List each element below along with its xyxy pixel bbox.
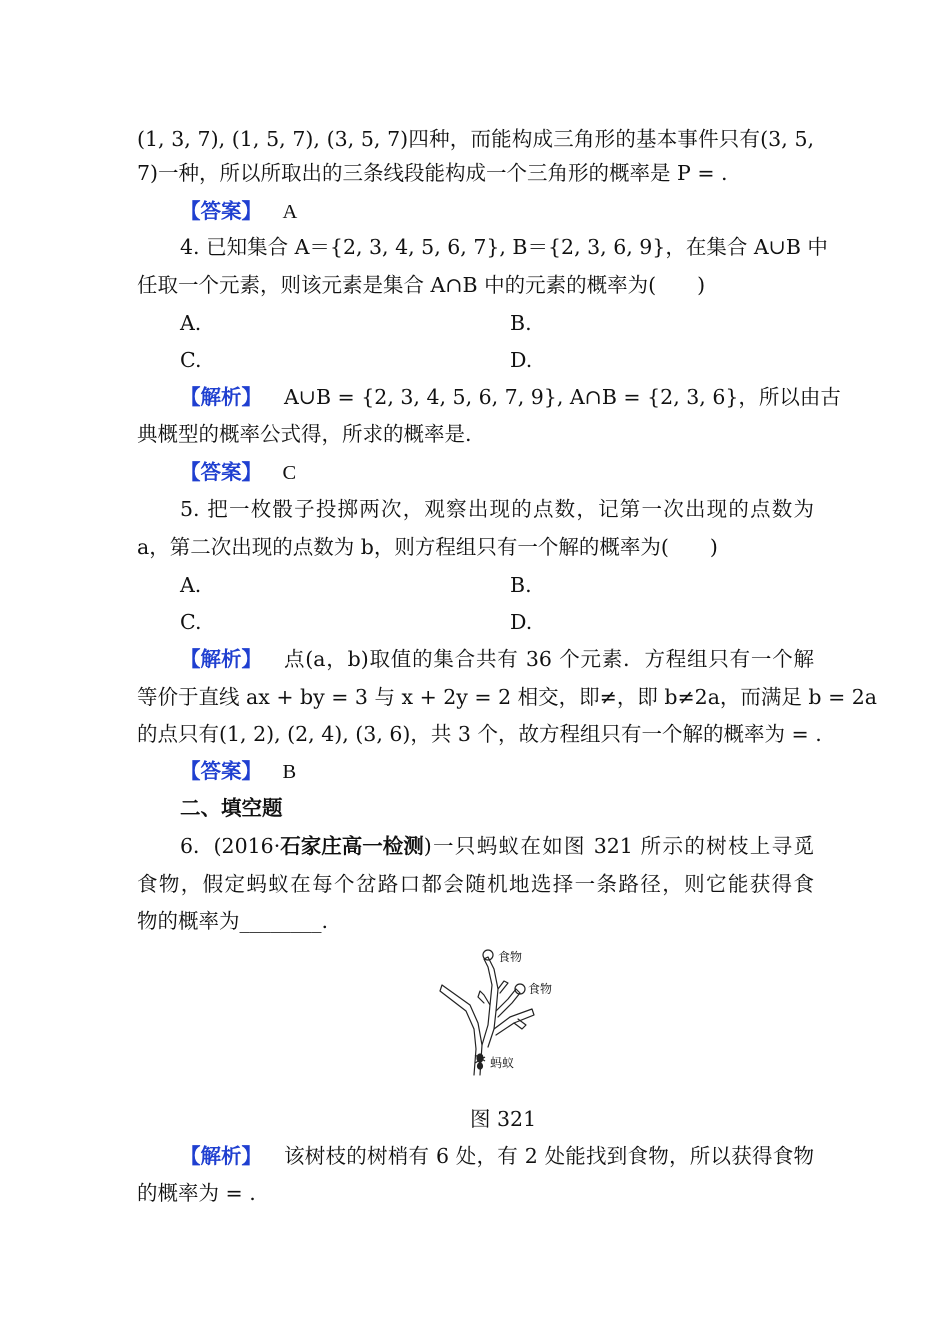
question-6-line-2: 食物，假定蚂蚁在每个岔路口都会随机地选择一条路径，则它能获得食 xyxy=(137,872,814,896)
answer-3 xyxy=(180,196,297,227)
food-label-2: 食物 xyxy=(528,982,553,996)
food-icon xyxy=(483,950,493,960)
solution-tag: 【解析】 xyxy=(180,385,262,409)
question-6-line-1 xyxy=(180,831,814,861)
solution-6-line-1 xyxy=(180,1141,814,1171)
answer-value: A xyxy=(282,201,298,223)
solution-5-text: 点(a，b)取值的集合共有 36 个元素．方程组只有一个解 xyxy=(284,647,814,671)
branch-stub-right xyxy=(498,981,508,993)
branch-main xyxy=(482,957,498,1047)
solution-3-line-1: (1, 3, 7), (1, 5, 7), (3, 5, 7)四种，而能构成三角形的基本事件只有(3, 5, xyxy=(137,127,814,151)
answer-value: C xyxy=(282,462,297,484)
branch-stub-lower-right xyxy=(514,1019,526,1029)
question-6-line-3: 物的概率为________. xyxy=(137,909,329,933)
question-5-line-2: a，第二次出现的点数为 b，则方程组只有一个解的概率为( ) xyxy=(137,535,718,559)
solution-5-line-3: 的点只有(1, 2), (2, 4), (3, 6)，共 3 个，故方程组只有一个解的概率为 = . xyxy=(137,722,822,746)
answer-5 xyxy=(180,756,296,787)
tree-branch-figure xyxy=(430,945,560,1085)
solution-4-line-1 xyxy=(180,382,841,412)
answer-value: B xyxy=(282,761,297,783)
question-4-line-1: 4. 已知集合 A＝{2, 3, 4, 5, 6, 7}, B＝{2, 3, 6, 9}，在集合 A∪B 中 xyxy=(180,235,828,259)
solution-5-line-2: 等价于直线 ax + by = 3 与 x + 2y = 2 相交，即≠，即 b≠2a，而满足 b = 2a xyxy=(137,685,878,709)
branch-left xyxy=(440,985,482,1075)
question-5-line-1: 5. 把一枚骰子投掷两次，观察出现的点数，记第一次出现的点数为 xyxy=(180,497,814,521)
q4-option-a: A. xyxy=(180,311,202,335)
solution-4-text: A∪B = {2, 3, 4, 5, 6, 7, 9}, A∩B = {2, 3, 6}，所以由古 xyxy=(284,385,841,409)
q4-option-c: C. xyxy=(180,348,202,372)
figure-caption: 图 321 xyxy=(470,1107,537,1131)
solution-tag: 【解析】 xyxy=(180,647,262,671)
q5-option-d: D. xyxy=(510,610,533,634)
q6-prefix: 6．(2016· xyxy=(180,834,281,858)
q6-text: )一只蚂蚁在如图 321 所示的树枝上寻觅 xyxy=(423,834,814,858)
answer-tag: 【答案】 xyxy=(180,199,262,223)
answer-tag: 【答案】 xyxy=(180,759,262,783)
solution-tag: 【解析】 xyxy=(180,1144,262,1168)
solution-6-text: 该树枝的树梢有 6 处，有 2 处能找到食物，所以获得食物 xyxy=(284,1144,814,1168)
answer-tag: 【答案】 xyxy=(180,460,262,484)
food-label-1: 食物 xyxy=(498,950,523,964)
solution-4-line-2: 典概型的概率公式得，所求的概率是. xyxy=(137,422,472,446)
q5-option-a: A. xyxy=(180,573,202,597)
q5-option-b: B. xyxy=(510,573,532,597)
ant-icon xyxy=(475,1054,485,1069)
question-4-line-2: 任取一个元素，则该元素是集合 A∩B 中的元素的概率为( ) xyxy=(137,273,706,297)
q5-option-c: C. xyxy=(180,610,202,634)
q4-option-b: B. xyxy=(510,311,532,335)
solution-3-line-2: 7)一种，所以所取出的三条线段能构成一个三角形的概率是 P = . xyxy=(137,161,728,185)
branch-right xyxy=(494,1009,534,1035)
branch-stub-left xyxy=(478,991,490,1005)
q6-source: 石家庄高一检测 xyxy=(280,834,424,858)
section-heading: 二、填空题 xyxy=(180,796,283,820)
solution-5-line-1 xyxy=(180,644,814,674)
ant-label: 蚂蚁 xyxy=(490,1056,515,1070)
answer-4 xyxy=(180,457,296,488)
q4-option-d: D. xyxy=(510,348,533,372)
solution-6-line-2: 的概率为 = . xyxy=(137,1181,256,1205)
